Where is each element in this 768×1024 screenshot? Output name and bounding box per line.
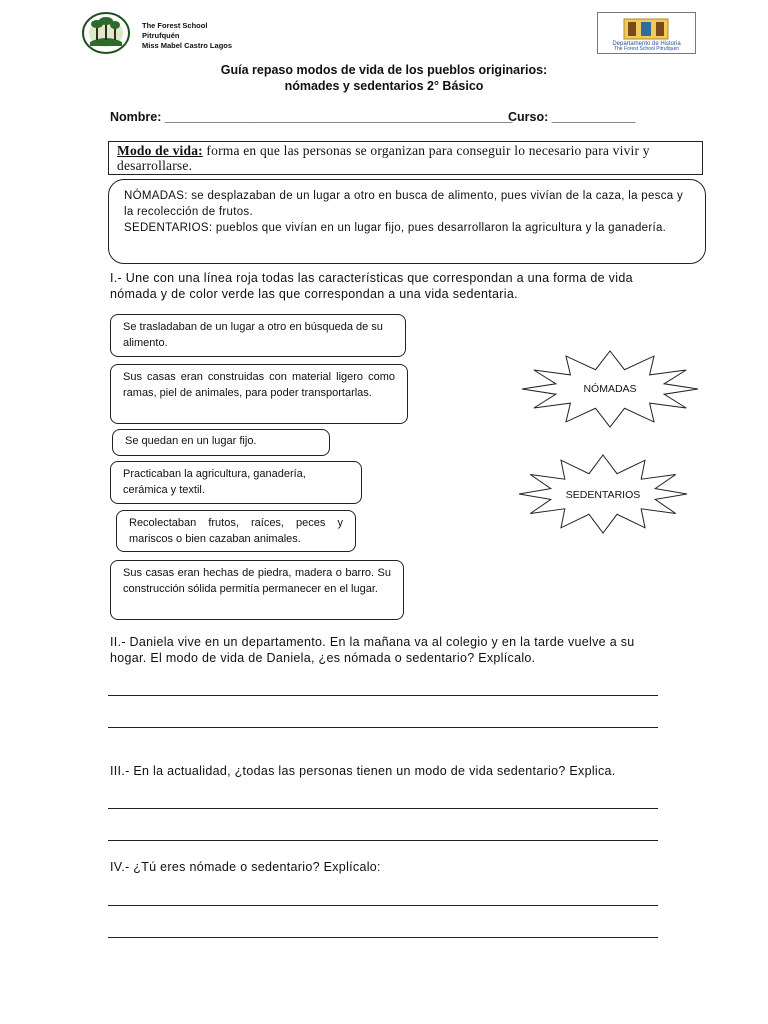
characteristic-item-4[interactable]: Practicaban la agricultura, ganadería, cerámica y textil. (110, 461, 362, 504)
answer-line[interactable] (108, 727, 658, 728)
definition-text: forma en que las personas se organizan para conseguir lo necesario para vivir y desarrollarse. (117, 143, 650, 173)
sedentarios-star[interactable] (518, 454, 688, 534)
characteristic-item-5[interactable]: Recolectaban frutos, raíces, peces y mariscos o bien cazaban animales. (116, 510, 356, 552)
nomadas-label: NÓMADAS: (124, 190, 188, 202)
department-name: Departamento de Historia (612, 41, 681, 47)
section-3-question: III.- En la actualidad, ¿todas las personas tienen un modo de vida sedentario? Explica. (110, 764, 616, 778)
department-logo-icon (598, 13, 695, 41)
sedentarios-definition: pueblos que vivían en un lugar fijo, pues desarrollaron la agricultura y la ganadería. (212, 222, 667, 234)
definition-box (108, 141, 703, 175)
teacher-name: Miss Mabel Castro Lagos (142, 41, 233, 50)
school-info (142, 21, 232, 51)
nomadas-star[interactable] (520, 350, 700, 428)
page-title-line-1: Guía repaso modos de vida de los pueblos originarios: (220, 63, 548, 77)
page-title-line-2: nómades y sedentarios 2° Básico (284, 79, 484, 93)
sedentarios-star-label: SEDENTARIOS (565, 489, 641, 501)
name-field[interactable]: Nombre: __________________________________________________ (110, 110, 513, 124)
sedentarios-label: SEDENTARIOS: (124, 222, 213, 234)
answer-line[interactable] (108, 695, 658, 696)
answer-line[interactable] (108, 840, 658, 841)
characteristic-item-1[interactable]: Se trasladaban de un lugar a otro en búsqueda de su alimento. (110, 314, 406, 357)
section-1-instruction: I.- Une con una línea roja todas las características que correspondan a una forma de vida nómada y de color verde las que correspondan a una vida sedentaria. (110, 271, 633, 301)
characteristic-item-6[interactable]: Sus casas eran hechas de piedra, madera o barro. Su construcción sólida permitía permanecer en el lugar. (110, 560, 404, 620)
answer-line[interactable] (108, 937, 658, 938)
characteristic-item-3[interactable]: Se quedan en un lugar fijo. (112, 429, 330, 456)
definition-term: Modo de vida: (117, 143, 203, 158)
section-4-question: IV.- ¿Tú eres nómade o sedentario? Explícalo: (110, 860, 381, 874)
department-logo (597, 12, 696, 54)
course-field[interactable]: Curso: ____________ (508, 110, 636, 124)
answer-line[interactable] (108, 808, 658, 809)
department-school: The Forest School Pitrufquén (613, 46, 680, 52)
school-logo (82, 12, 130, 54)
nomadas-star-label: NÓMADAS (583, 383, 637, 395)
characteristic-item-2[interactable]: Sus casas eran construidas con material ligero como ramas, piel de animales, para poder transportarlas. (110, 364, 408, 424)
answer-line[interactable] (108, 905, 658, 906)
school-name: The Forest School (142, 21, 208, 30)
section-2-question: II.- Daniela vive en un departamento. En la mañana va al colegio y en la tarde vuelve a su hogar. El modo de vida de Daniela, ¿es nómada o sedentario? Explícalo. (110, 635, 635, 665)
school-city: Pitrufquén (142, 31, 180, 40)
nomadas-definition: se desplazaban de un lugar a otro en busca de alimento, pues vivían de la caza, la pesca y la recolección de frutos. (124, 190, 684, 218)
ways-of-life-box (108, 179, 706, 264)
